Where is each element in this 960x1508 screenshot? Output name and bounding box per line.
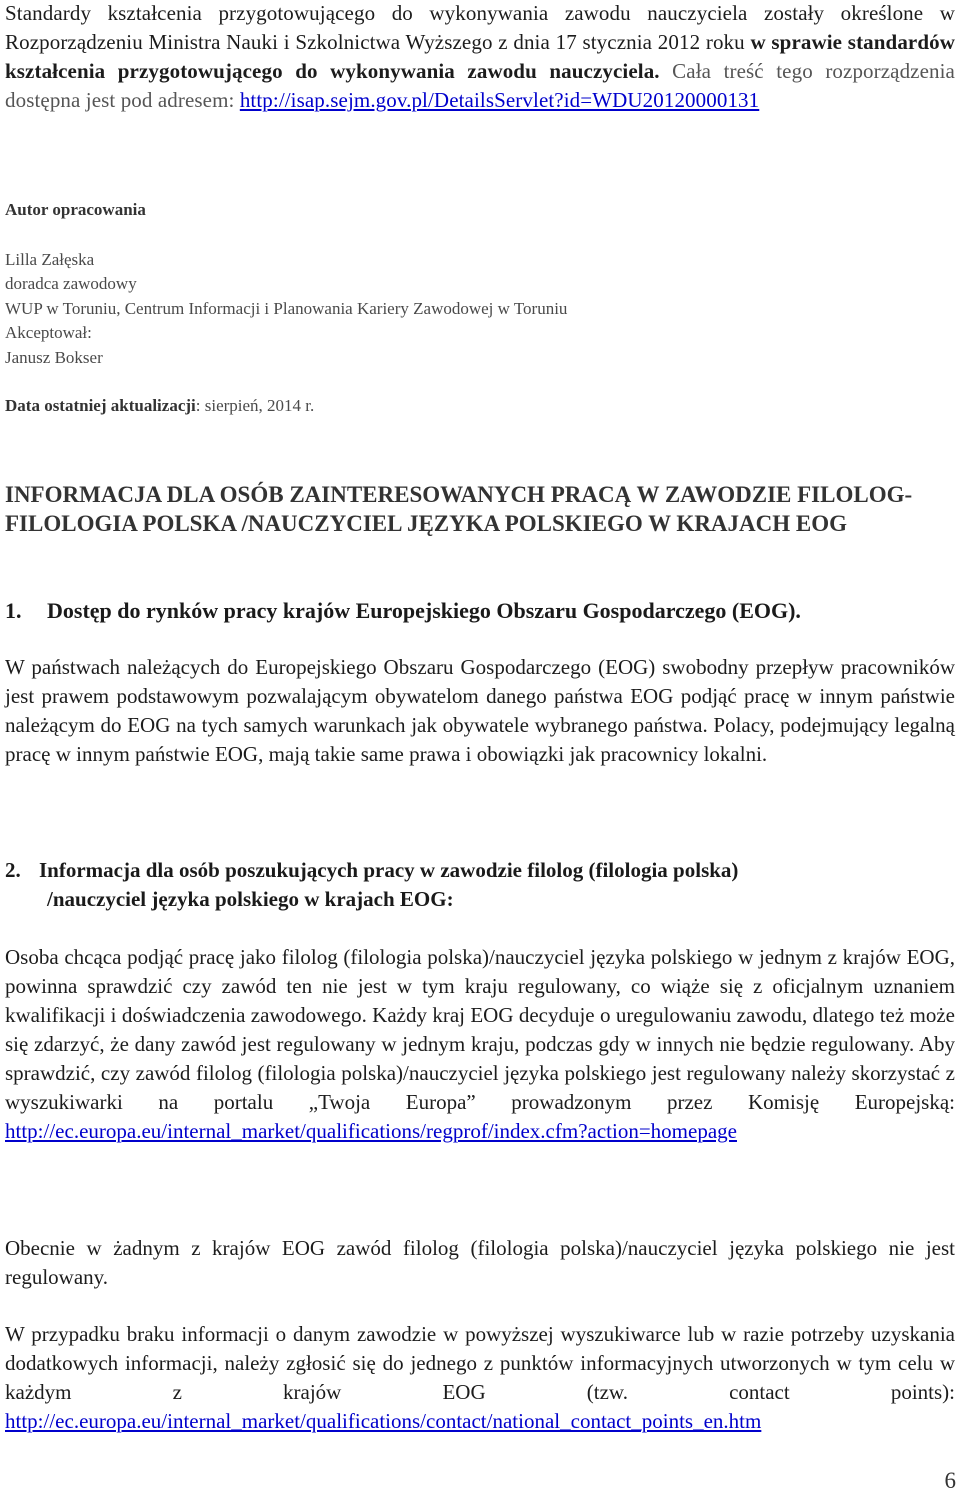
contact-points-link[interactable]: http://ec.europa.eu/internal_market/qualifications/contact/national_contact_points_en.htm — [5, 1409, 762, 1433]
author-role: doradca zawodowy — [5, 274, 137, 293]
page-number: 6 — [944, 1468, 956, 1493]
section-2-title-line1: Informacja dla osób poszukujących pracy w zawodzie filolog (filologia polska) — [39, 858, 739, 882]
author-name: Lilla Załęska — [5, 249, 95, 269]
section-2-title-line2: /nauczyciel języka polskiego w krajach EOG: — [47, 887, 454, 911]
intro-regulation-title: w sprawie standardów kształcenia przygotowującego do wykonywania zawodu nauczyciela. — [5, 30, 955, 83]
intro-paragraph — [5, 0, 955, 115]
section-2-paragraph-2: Obecnie w żadnym z krajów EOG zawód filolog (filologia polska)/nauczyciel języka polskiego nie jest regulowany. — [5, 1236, 955, 1289]
author-heading: Autor opracowania — [5, 200, 146, 219]
document-title: INFORMACJA DLA OSÓB ZAINTERESOWANYCH PRACĄ W ZAWODZIE FILOLOG-FILOLOGIA POLSKA /NAUCZYCIEL JĘZYKA POLSKIEGO W KRAJACH EOG — [5, 482, 913, 536]
regulation-link[interactable]: http://isap.sejm.gov.pl/DetailsServlet?id=WDU20120000131 — [239, 88, 760, 112]
section-2-paragraph-3-text: W przypadku braku informacji o danym zawodzie w powyższej wyszukiwarce lub w razie potrzeby uzyskania dodatkowych informacji, należy zgłosić się do jednego z punktów informacyjnych utworzonych w tym celu w każdym z krajów EOG (tzw. contact points): — [5, 1322, 955, 1404]
accepted-by: Janusz Bokser — [5, 347, 103, 367]
section-1-paragraph: W państwach należących do Europejskiego Obszaru Gospodarczego (EOG) swobodny przepływ pracowników jest prawem podstawowym pozwalającym obywatelom danego państwa EOG podjąć pracę w innym państwie należącym do EOG na tych samych warunkach jak obywatele wybranego państwa. Polacy, podejmujący legalną pracę w innym państwie EOG, mają takie same prawa i obowiązki jak pracownicy lokalni. — [5, 655, 955, 766]
intro-text-end: Cała treść tego rozporządzenia dostępna jest pod adresem: — [5, 59, 955, 112]
last-update-value: : sierpień, 2014 r. — [195, 396, 315, 415]
author-organization: WUP w Toruniu, Centrum Informacji i Planowania Kariery Zawodowej w Toruniu — [5, 298, 568, 318]
section-2-heading — [5, 856, 955, 914]
author-block — [5, 198, 567, 419]
section-2-number: 2. — [5, 858, 21, 882]
last-update-label: Data ostatniej aktualizacji — [5, 396, 196, 415]
intro-text-start: Standardy kształcenia przygotowującego do wykonywania zawodu nauczyciela zostały określone w Rozporządzeniu Ministra Nauki i Szkolnictwa Wyższego z dnia 17 stycznia 2012 roku — [5, 1, 955, 54]
accepted-label: Akceptował: — [5, 323, 92, 342]
last-update — [5, 394, 567, 419]
section-2-paragraph-3 — [5, 1320, 955, 1436]
section-2-heading-line1 — [5, 856, 955, 885]
regprof-link[interactable]: http://ec.europa.eu/internal_market/qualifications/regprof/index.cfm?action=homepage — [5, 1119, 737, 1143]
section-2-paragraph-1 — [5, 943, 955, 1146]
section-1-title: Dostęp do rynków pracy krajów Europejskiego Obszaru Gospodarczego (EOG). — [47, 598, 801, 623]
section-2-paragraph-1-text: Osoba chcąca podjąć pracę jako filolog (filologia polska)/nauczyciel języka polskiego w jednym z krajów EOG, powinna sprawdzić czy zawód ten nie jest w tym kraju regulowany, co wiąże się z oficjalnym uznaniem kwalifikacji i doświadczenia zawodowego. Każdy kraj EOG decyduje o uregulowaniu zawodu, dlatego też może się zdarzyć, że dany zawód jest regulowany w jednym kraju, podczas gdy w innych nie będzie regulowany. Aby sprawdzić, czy zawód filolog (filologia polska)/nauczyciel języka polskiego jest regulowany należy skorzystać z wyszukiwarki na portalu „Twoja Europa” prowadzonym przez Komisję Europejską: — [5, 945, 955, 1114]
section-1-number: 1. — [5, 598, 22, 623]
section-1-heading — [5, 596, 801, 625]
